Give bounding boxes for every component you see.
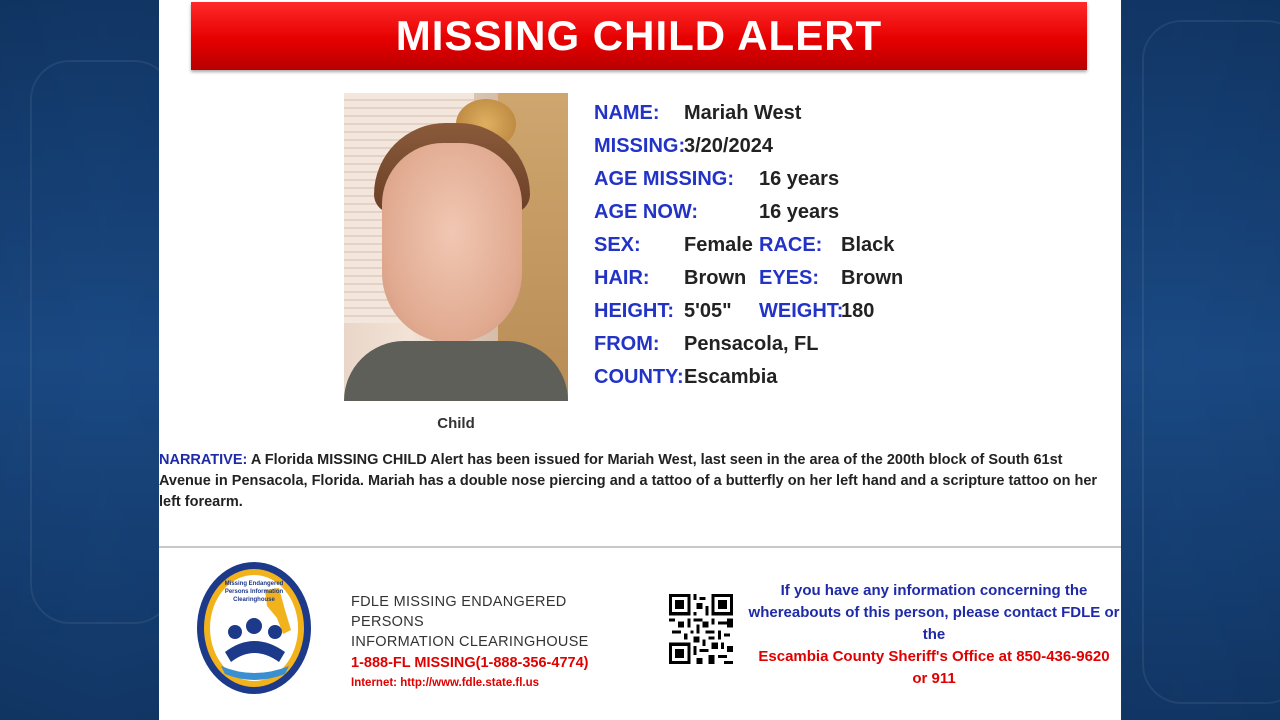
race-value: Black [841, 234, 895, 256]
background-left-panel [0, 0, 160, 720]
fdle-line-1: FDLE MISSING ENDANGERED PERSONS [351, 594, 567, 630]
name-label: NAME: [594, 102, 660, 124]
from-label: FROM: [594, 333, 660, 355]
hair-value: Brown [684, 267, 747, 289]
contact-line-4: Escambia County Sheriff's Office at 850-436-9620 [758, 648, 1110, 665]
contact-line-1: If you have any information concerning the [780, 582, 1088, 599]
footer-divider [159, 546, 1121, 548]
height-value: 5'05" [684, 300, 732, 322]
sex-label: SEX: [594, 234, 641, 256]
fdle-website: Internet: http://www.fdle.state.fl.us [351, 677, 540, 689]
name-value: Mariah West [684, 102, 802, 124]
qr-code[interactable] [669, 592, 733, 666]
background-stroke [30, 60, 174, 624]
fdle-phone: 1-888-FL MISSING(1-888-356-4774) [351, 655, 589, 671]
photo-face [382, 143, 522, 343]
alert-flyer [159, 0, 1121, 720]
background-right-panel [1122, 0, 1280, 720]
photo-caption: Child [437, 415, 475, 432]
narrative-label: NARRATIVE: [159, 452, 248, 468]
fdle-line-2: INFORMATION CLEARINGHOUSE [351, 634, 589, 650]
county-value: Escambia [684, 366, 778, 388]
missing-value: 3/20/2024 [684, 135, 773, 157]
weight-label: WEIGHT: [759, 300, 844, 322]
race-label: RACE: [759, 234, 823, 256]
logo-text: Missing Endangered [224, 581, 284, 587]
narrative-text: A Florida MISSING CHILD Alert has been issued for Mariah West, last seen in the area of the 200th block of South 61st Avenue in Pensacola, Florida. Mariah has a double nose piercing and a tattoo of a butterfly on her left hand and a scripture tattoo on her left forearm. [159, 452, 1098, 510]
missing-label: MISSING: [594, 135, 686, 157]
eyes-value: Brown [841, 267, 904, 289]
photo-shirt [344, 341, 568, 401]
background-stroke [1142, 20, 1280, 704]
alert-banner [191, 2, 1087, 70]
clearinghouse-logo [195, 560, 313, 696]
banner-title: MISSING CHILD ALERT [395, 12, 883, 59]
fdle-contact-block [351, 592, 641, 692]
age-missing-value: 16 years [759, 168, 840, 190]
age-missing-label: AGE MISSING: [594, 168, 735, 190]
svg-text:Clearinghouse: Clearinghouse [233, 597, 275, 603]
contact-line-2: whereabouts of this person, please contact FDLE or [748, 604, 1120, 621]
from-value: Pensacola, FL [684, 333, 819, 355]
county-label: COUNTY: [594, 366, 684, 388]
height-label: HEIGHT: [594, 300, 674, 322]
hair-label: HAIR: [594, 267, 650, 289]
narrative-paragraph [159, 450, 1117, 513]
age-now-value: 16 years [759, 201, 840, 223]
contact-line-5: or 911 [912, 670, 956, 687]
contact-instructions [744, 580, 1124, 690]
contact-line-3: the [922, 626, 946, 643]
weight-value: 180 [841, 300, 875, 322]
sex-value: Female [684, 234, 753, 256]
child-photo [344, 93, 568, 401]
svg-text:Persons Information: Persons Information [224, 589, 284, 595]
eyes-label: EYES: [759, 267, 820, 289]
age-now-label: AGE NOW: [594, 201, 699, 223]
